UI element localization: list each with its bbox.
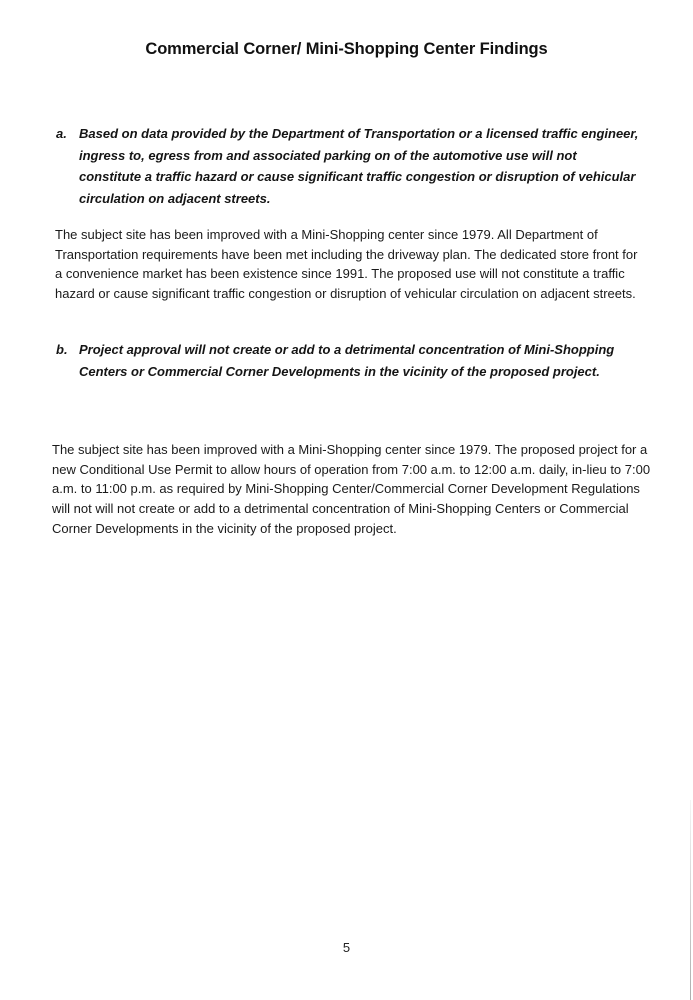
finding-a-letter: a.: [56, 126, 67, 141]
finding-a-text: Based on data provided by the Department of Transportation or a licensed traffic engineer, ingress to, egress from and associated parking on of the automotive use will not constitute a traffic hazard or cause significant traffic congestion or disruption of vehicular circulation on adjacent streets.: [79, 126, 639, 206]
page-title: Commercial Corner/ Mini-Shopping Center Findings: [145, 40, 548, 58]
finding-b-heading: [56, 339, 656, 382]
finding-a-heading: [56, 123, 656, 209]
finding-b-text: Project approval will not create or add to a detrimental concentration of Mini-Shopping Centers or Commercial Corner Developments in the vicinity of the proposed project.: [79, 342, 615, 379]
scan-edge-line: [690, 800, 691, 1000]
finding-b-response: The subject site has been improved with a Mini-Shopping center since 1979. The proposed project for a new Conditional Use Permit to allow hours of operation from 7:00 a.m. to 12:00 a.m. daily, in-lieu to 7:00 a.m. to 11:00 p.m. as required by Mini-Shopping Center/Commercial Corner Development Regulations will not will not create or add to a detrimental concentration of Mini-Shopping Centers or Commercial Corner Developments in the vicinity of the proposed project.: [52, 442, 651, 536]
finding-b-letter: b.: [56, 342, 68, 357]
finding-a-response: The subject site has been improved with a Mini-Shopping center since 1979. All Department of Transportation requirements have been met including the driveway plan. The dedicated store front for a convenience market has been existence since 1991. The proposed use will not constitute a traffic hazard or cause significant traffic congestion or disruption of vehicular circulation on adjacent streets.: [55, 227, 638, 302]
page-number: 5: [342, 940, 351, 955]
